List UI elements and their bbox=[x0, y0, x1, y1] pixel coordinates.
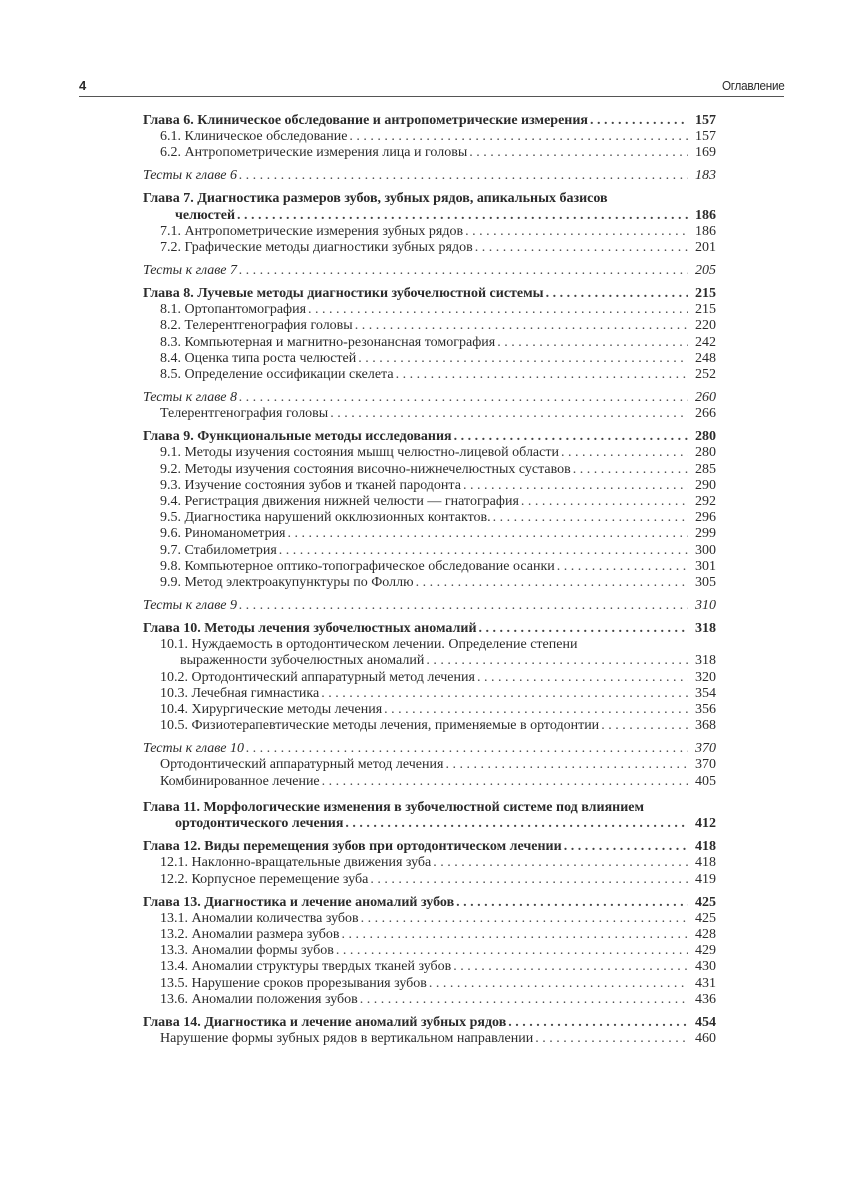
toc-tests-10-item-1[interactable] bbox=[143, 757, 716, 773]
toc-title: 8.4. Оценка типа роста челюстей bbox=[160, 350, 357, 366]
toc-title: 10.2. Ортодонтический аппаратурный метод лечения bbox=[160, 669, 475, 685]
leader-dots bbox=[557, 559, 688, 575]
toc-group-tests-7 bbox=[143, 263, 716, 279]
toc-page: 248 bbox=[695, 350, 716, 366]
toc-group-tests-6 bbox=[143, 168, 716, 184]
page-number: 4 bbox=[79, 78, 87, 93]
toc-group-ch7 bbox=[143, 191, 716, 256]
toc-section-9-6[interactable] bbox=[143, 526, 716, 542]
toc-title: 10.4. Хирургические методы лечения bbox=[160, 702, 383, 718]
toc-section-9-9[interactable] bbox=[143, 575, 716, 591]
toc-title: Глава 10. Методы лечения зубочелюстных аномалий bbox=[143, 621, 477, 637]
toc-chapter-8[interactable] bbox=[143, 286, 716, 302]
toc-page: 318 bbox=[695, 621, 716, 637]
toc-page: 429 bbox=[695, 943, 716, 959]
toc-page: 354 bbox=[695, 685, 716, 701]
leader-dots bbox=[493, 510, 688, 526]
toc-section-8-2[interactable] bbox=[143, 318, 716, 334]
toc-page: 201 bbox=[695, 240, 716, 256]
toc-page: 280 bbox=[695, 429, 716, 445]
toc-title: Телерентгенография головы bbox=[160, 406, 329, 422]
leader-dots bbox=[237, 208, 688, 224]
leader-dots bbox=[454, 429, 688, 445]
toc-title: 7.2. Графические методы диагностики зубных рядов bbox=[160, 240, 473, 256]
toc-title: Тесты к главе 8 bbox=[143, 390, 238, 406]
toc-page: 454 bbox=[695, 1014, 716, 1030]
toc-title: 9.4. Регистрация движения нижней челюсти — гнатография bbox=[160, 494, 519, 510]
leader-dots bbox=[239, 598, 688, 614]
table-of-contents bbox=[143, 113, 716, 1054]
toc-section-9-1[interactable] bbox=[143, 445, 716, 461]
leader-dots bbox=[479, 621, 688, 637]
toc-tests-6[interactable] bbox=[143, 168, 716, 184]
toc-section-10-2[interactable] bbox=[143, 670, 716, 686]
toc-title: Тесты к главе 6 bbox=[143, 168, 238, 184]
leader-dots bbox=[308, 302, 688, 318]
toc-page: 425 bbox=[695, 894, 716, 910]
leader-dots bbox=[590, 113, 688, 129]
toc-section-13-4[interactable] bbox=[143, 959, 716, 975]
toc-page: 428 bbox=[695, 926, 716, 942]
toc-page: 242 bbox=[695, 334, 716, 350]
toc-title: выраженности зубочелюстных аномалий bbox=[180, 653, 425, 669]
toc-chapter-7-line1[interactable]: Глава 7. Диагностика размеров зубов, зубных рядов, апикальных базисов bbox=[143, 191, 608, 207]
leader-dots bbox=[433, 855, 688, 871]
leader-dots bbox=[321, 686, 688, 702]
leader-dots bbox=[246, 741, 688, 757]
leader-dots bbox=[330, 406, 688, 422]
leader-dots bbox=[475, 240, 688, 256]
header-rule bbox=[79, 96, 784, 97]
toc-title: 12.1. Наклонно-вращательные движения зуба bbox=[160, 855, 432, 871]
toc-section-13-5[interactable] bbox=[143, 976, 716, 992]
toc-title: Глава 6. Клиническое обследование и антропометрические измерения bbox=[143, 113, 588, 128]
toc-title: 9.9. Метод электроакупунктуры по Фоллю bbox=[160, 575, 414, 591]
toc-page: 183 bbox=[695, 168, 716, 184]
toc-section-10-5[interactable] bbox=[143, 718, 716, 734]
leader-dots bbox=[497, 335, 688, 351]
toc-title: 13.1. Аномалии количества зубов bbox=[160, 910, 359, 926]
toc-page: 370 bbox=[695, 757, 716, 773]
toc-section-9-3[interactable] bbox=[143, 478, 716, 494]
toc-page: 431 bbox=[695, 975, 716, 991]
toc-tests-7[interactable] bbox=[143, 263, 716, 279]
toc-title: 13.2. Аномалии размера зубов bbox=[160, 926, 340, 942]
running-header bbox=[79, 78, 784, 96]
toc-group-ch10 bbox=[143, 621, 716, 734]
toc-chapter-6[interactable] bbox=[143, 113, 716, 129]
toc-title: 8.2. Телерентгенография головы bbox=[160, 318, 353, 334]
running-title: Оглавление bbox=[721, 78, 784, 93]
leader-dots bbox=[561, 445, 688, 461]
toc-title: 9.1. Методы изучения состояния мышц челюстно-лицевой области bbox=[160, 445, 559, 461]
toc-page: 318 bbox=[695, 653, 716, 669]
toc-page: 186 bbox=[695, 207, 716, 223]
toc-section-7-1[interactable] bbox=[143, 224, 716, 240]
toc-title: 8.3. Компьютерная и магнитно-резонансная томография bbox=[160, 334, 496, 350]
toc-section-9-7[interactable] bbox=[143, 543, 716, 559]
toc-page: 215 bbox=[695, 286, 716, 302]
toc-group-ch14 bbox=[143, 1015, 716, 1047]
toc-page: 300 bbox=[695, 542, 716, 558]
toc-title: 8.5. Определение оссификации скелета bbox=[160, 367, 394, 383]
toc-section-9-2[interactable] bbox=[143, 462, 716, 478]
toc-page: 412 bbox=[695, 816, 716, 832]
toc-chapter-7[interactable] bbox=[143, 208, 716, 224]
toc-title: 9.8. Компьютерное оптико-топографическое обследование осанки bbox=[160, 558, 555, 574]
toc-page: 299 bbox=[695, 526, 716, 542]
toc-group-ch11 bbox=[143, 800, 716, 832]
leader-dots bbox=[456, 895, 688, 911]
toc-title: 9.7. Стабилометрия bbox=[160, 542, 277, 558]
leader-dots bbox=[322, 774, 688, 790]
leader-dots bbox=[279, 543, 688, 559]
leader-dots bbox=[239, 390, 688, 406]
toc-title: 13.5. Нарушение сроков прорезывания зубов bbox=[160, 975, 427, 991]
toc-section-13-2[interactable] bbox=[143, 927, 716, 943]
toc-title: 10.3. Лечебная гимнастика bbox=[160, 685, 320, 701]
toc-section-9-5[interactable] bbox=[143, 510, 716, 526]
toc-chapter-14[interactable] bbox=[143, 1015, 716, 1031]
toc-section-14-1[interactable] bbox=[143, 1031, 716, 1047]
toc-title: 12.2. Корпусное перемещение зуба bbox=[160, 871, 369, 887]
leader-dots bbox=[416, 575, 688, 591]
toc-title: Тесты к главе 10 bbox=[143, 741, 245, 757]
toc-page: 356 bbox=[695, 702, 716, 718]
toc-section-9-8[interactable] bbox=[143, 559, 716, 575]
toc-page: 285 bbox=[695, 461, 716, 477]
toc-title: 7.1. Антропометрические измерения зубных рядов bbox=[160, 223, 464, 239]
toc-title: Нарушение формы зубных рядов в вертикальном направлении bbox=[160, 1030, 534, 1046]
leader-dots bbox=[396, 367, 688, 383]
leader-dots bbox=[370, 872, 688, 888]
leader-dots bbox=[508, 1015, 688, 1031]
leader-dots bbox=[342, 927, 688, 943]
toc-title: Тесты к главе 7 bbox=[143, 263, 238, 279]
toc-section-13-1[interactable] bbox=[143, 911, 716, 927]
toc-page: 157 bbox=[695, 113, 716, 128]
toc-section-13-6[interactable] bbox=[143, 992, 716, 1008]
leader-dots bbox=[288, 526, 688, 542]
toc-page: 301 bbox=[695, 558, 716, 574]
toc-page: 215 bbox=[695, 302, 716, 318]
toc-page: 205 bbox=[695, 263, 716, 279]
toc-page: 220 bbox=[695, 318, 716, 334]
toc-page: 320 bbox=[695, 669, 716, 685]
toc-section-9-4[interactable] bbox=[143, 494, 716, 510]
toc-section-6-1[interactable] bbox=[143, 129, 716, 145]
toc-title: Глава 12. Виды перемещения зубов при ортодонтическом лечении bbox=[143, 839, 562, 855]
toc-section-7-2[interactable] bbox=[143, 240, 716, 256]
leader-dots bbox=[535, 1031, 688, 1047]
toc-chapter-11-line1[interactable]: Глава 11. Морфологические изменения в зубочелюстной системе под влиянием bbox=[143, 799, 645, 815]
leader-dots bbox=[445, 757, 688, 773]
toc-chapter-12[interactable] bbox=[143, 839, 716, 855]
toc-page: 436 bbox=[695, 991, 716, 1007]
toc-group-ch8 bbox=[143, 286, 716, 383]
toc-chapter-9[interactable] bbox=[143, 429, 716, 445]
toc-page: 157 bbox=[695, 129, 716, 145]
toc-page: 296 bbox=[695, 510, 716, 526]
toc-tests-10[interactable] bbox=[143, 741, 716, 757]
toc-title: Глава 9. Функциональные методы исследования bbox=[143, 429, 452, 445]
toc-page: 252 bbox=[695, 367, 716, 383]
toc-title: Тесты к главе 9 bbox=[143, 598, 238, 614]
toc-title: 13.3. Аномалии формы зубов bbox=[160, 943, 334, 959]
toc-tests-10-item-2[interactable] bbox=[143, 774, 716, 790]
toc-title: 9.3. Изучение состояния зубов и тканей пародонта bbox=[160, 477, 461, 493]
leader-dots bbox=[601, 718, 688, 734]
leader-dots bbox=[463, 478, 688, 494]
toc-page: 310 bbox=[695, 598, 716, 614]
leader-dots bbox=[521, 494, 688, 510]
leader-dots bbox=[546, 286, 688, 302]
toc-tests-9[interactable] bbox=[143, 598, 716, 614]
leader-dots bbox=[429, 976, 688, 992]
toc-page: 419 bbox=[695, 871, 716, 887]
toc-section-8-4[interactable] bbox=[143, 351, 716, 367]
leader-dots bbox=[336, 943, 688, 959]
toc-group-ch12 bbox=[143, 839, 716, 888]
toc-page: 425 bbox=[695, 910, 716, 926]
toc-section-6-2[interactable] bbox=[143, 145, 716, 161]
leader-dots bbox=[426, 653, 688, 669]
leader-dots bbox=[564, 839, 688, 855]
toc-group-ch6 bbox=[143, 113, 716, 162]
toc-group-tests-9 bbox=[143, 598, 716, 614]
leader-dots bbox=[360, 992, 688, 1008]
toc-chapter-13[interactable] bbox=[143, 895, 716, 911]
toc-page: 368 bbox=[695, 718, 716, 734]
toc-title: 10.5. Физиотерапевтические методы лечения, применяемые в ортодонтии bbox=[160, 718, 600, 734]
toc-title: 9.6. Риноманометрия bbox=[160, 526, 286, 542]
toc-chapter-11[interactable] bbox=[143, 816, 716, 832]
toc-section-12-1[interactable] bbox=[143, 855, 716, 871]
toc-page: 260 bbox=[695, 390, 716, 406]
toc-group-tests-10 bbox=[143, 741, 716, 790]
toc-page: 430 bbox=[695, 959, 716, 975]
toc-group-ch13 bbox=[143, 895, 716, 1008]
toc-section-8-1[interactable] bbox=[143, 302, 716, 318]
toc-section-10-3[interactable] bbox=[143, 686, 716, 702]
toc-title: 6.1. Клиническое обследование bbox=[160, 129, 348, 145]
toc-tests-8-item[interactable] bbox=[143, 406, 716, 422]
leader-dots bbox=[453, 959, 688, 975]
toc-page: 418 bbox=[695, 839, 716, 855]
toc-page: 460 bbox=[695, 1030, 716, 1046]
toc-page: 305 bbox=[695, 575, 716, 591]
toc-section-10-1[interactable] bbox=[143, 653, 716, 669]
toc-title: Комбинированное лечение bbox=[160, 773, 320, 789]
toc-title: 8.1. Ортопантомография bbox=[160, 302, 307, 318]
leader-dots bbox=[358, 351, 688, 367]
toc-group-tests-8 bbox=[143, 390, 716, 422]
toc-section-10-1-line1[interactable]: 10.1. Нуждаемость в ортодонтическом лечении. Определение степени bbox=[160, 637, 578, 653]
leader-dots bbox=[239, 168, 688, 184]
toc-section-8-5[interactable] bbox=[143, 367, 716, 383]
toc-title: 13.6. Аномалии положения зубов bbox=[160, 991, 358, 1007]
leader-dots bbox=[349, 129, 688, 145]
toc-page: 280 bbox=[695, 445, 716, 461]
leader-dots bbox=[355, 318, 688, 334]
toc-title: 9.2. Методы изучения состояния височно-нижнечелюстных суставов bbox=[160, 461, 571, 477]
toc-page: 370 bbox=[695, 741, 716, 757]
toc-title: Ортодонтический аппаратурный метод лечения bbox=[160, 757, 444, 773]
toc-title: Глава 14. Диагностика и лечение аномалий зубных рядов bbox=[143, 1014, 507, 1030]
leader-dots bbox=[477, 670, 688, 686]
toc-tests-8[interactable] bbox=[143, 390, 716, 406]
toc-title: 6.2. Антропометрические измерения лица и головы bbox=[160, 145, 468, 161]
toc-title: Глава 13. Диагностика и лечение аномалий зубов bbox=[143, 894, 455, 910]
toc-section-8-3[interactable] bbox=[143, 335, 716, 351]
toc-page: 290 bbox=[695, 477, 716, 493]
toc-page: 418 bbox=[695, 855, 716, 871]
leader-dots bbox=[469, 145, 688, 161]
toc-title: 13.4. Аномалии структуры твердых тканей зубов bbox=[160, 959, 452, 975]
toc-title: Глава 8. Лучевые методы диагностики зубочелюстной системы bbox=[143, 286, 544, 302]
leader-dots bbox=[239, 263, 688, 279]
toc-page: 405 bbox=[695, 773, 716, 789]
toc-title: челюстей bbox=[175, 207, 236, 223]
toc-chapter-10[interactable] bbox=[143, 621, 716, 637]
leader-dots bbox=[345, 816, 688, 832]
toc-page: 266 bbox=[695, 406, 716, 422]
toc-section-12-2[interactable] bbox=[143, 872, 716, 888]
leader-dots bbox=[573, 462, 688, 478]
toc-page: 169 bbox=[695, 145, 716, 161]
toc-title: ортодонтического лечения bbox=[175, 816, 344, 832]
toc-section-13-3[interactable] bbox=[143, 943, 716, 959]
leader-dots bbox=[361, 911, 688, 927]
toc-page: 186 bbox=[695, 223, 716, 239]
leader-dots bbox=[465, 224, 688, 240]
toc-title: 9.5. Диагностика нарушений окклюзионных контактов. bbox=[160, 510, 491, 526]
leader-dots bbox=[384, 702, 688, 718]
toc-page: 292 bbox=[695, 494, 716, 510]
toc-section-10-4[interactable] bbox=[143, 702, 716, 718]
toc-group-ch9 bbox=[143, 429, 716, 591]
